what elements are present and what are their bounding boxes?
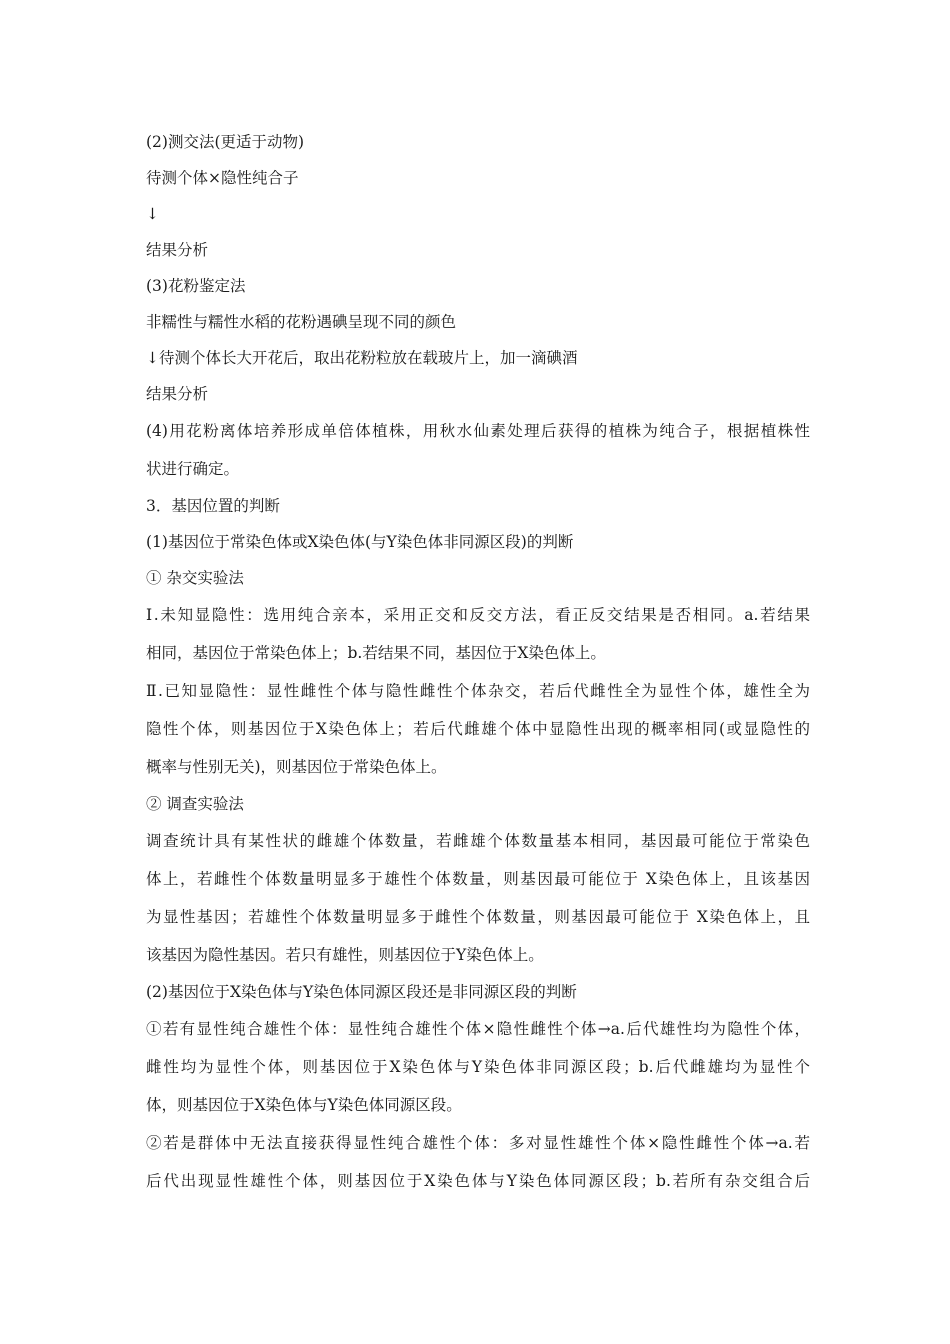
text-line: 雌性均为显性个体，则基因位于X染色体与Y染色体非同源区段；b.后代雌雄均为显性个 — [146, 1058, 810, 1076]
text-line: 为显性基因；若雄性个体数量明显多于雌性个体数量，则基因最可能位于 X染色体上，且 — [146, 908, 810, 926]
text-line: Ⅱ.已知显隐性：显性雌性个体与隐性雌性个体杂交，若后代雌性全为显性个体，雄性全为 — [146, 682, 810, 700]
text-line: ① 杂交实验法 — [146, 569, 244, 587]
text-line: ↓待测个体长大开花后，取出花粉粒放在载玻片上，加一滴碘酒 — [146, 349, 578, 367]
text-line: 结果分析 — [146, 385, 209, 403]
text-line: 后代出现显性雄性个体，则基因位于X染色体与Y染色体同源区段；b.若所有杂交组合后 — [146, 1172, 810, 1190]
text-line: 隐性个体，则基因位于X染色体上；若后代雌雄个体中显隐性出现的概率相同(或显隐性的 — [146, 720, 810, 738]
text-line: 调查统计具有某性状的雌雄个体数量，若雌雄个体数量基本相同，基因最可能位于常染色 — [146, 832, 810, 850]
text-line: (4)用花粉离体培养形成单倍体植株，用秋水仙素处理后获得的植株为纯合子，根据植株性 — [146, 422, 810, 440]
text-line: 结果分析 — [146, 241, 209, 259]
text-line: (2)基因位于X染色体与Y染色体同源区段还是非同源区段的判断 — [146, 983, 577, 1001]
text-line: 体，则基因位于X染色体与Y染色体同源区段。 — [146, 1096, 462, 1114]
down-arrow: ↓ — [146, 205, 159, 223]
text-line: ①若有显性纯合雄性个体：显性纯合雄性个体×隐性雌性个体→a.后代雄性均为隐性个体， — [146, 1020, 810, 1038]
text-line: ②若是群体中无法直接获得显性纯合雄性个体：多对显性雄性个体×隐性雌性个体→a.若 — [146, 1134, 810, 1152]
text-line: ② 调查实验法 — [146, 795, 244, 813]
text-line: 概率与性别无关)，则基因位于常染色体上。 — [146, 758, 447, 776]
text-line: 体上，若雌性个体数量明显多于雄性个体数量，则基因最可能位于 X染色体上，且该基因 — [146, 870, 810, 888]
text-line: 相同，基因位于常染色体上；b.若结果不同，基因位于X染色体上。 — [146, 644, 606, 662]
text-line: 待测个体×隐性纯合子 — [146, 169, 299, 187]
text-line: Ⅰ.未知显隐性：选用纯合亲本，采用正交和反交方法，看正反交结果是否相同。a.若结果 — [146, 606, 810, 624]
section-heading: 3．基因位置的判断 — [146, 497, 280, 515]
text-line: 该基因为隐性基因。若只有雄性，则基因位于Y染色体上。 — [146, 946, 544, 964]
text-line: (2)测交法(更适于动物) — [146, 133, 305, 151]
text-line: 非糯性与糯性水稻的花粉遇碘呈现不同的颜色 — [146, 313, 457, 331]
text-line: (1)基因位于常染色体或X染色体(与Y染色体非同源区段)的判断 — [146, 533, 574, 551]
text-line: 状进行确定。 — [146, 460, 240, 478]
document-page — [146, 124, 810, 1200]
text-line: (3)花粉鉴定法 — [146, 277, 246, 295]
